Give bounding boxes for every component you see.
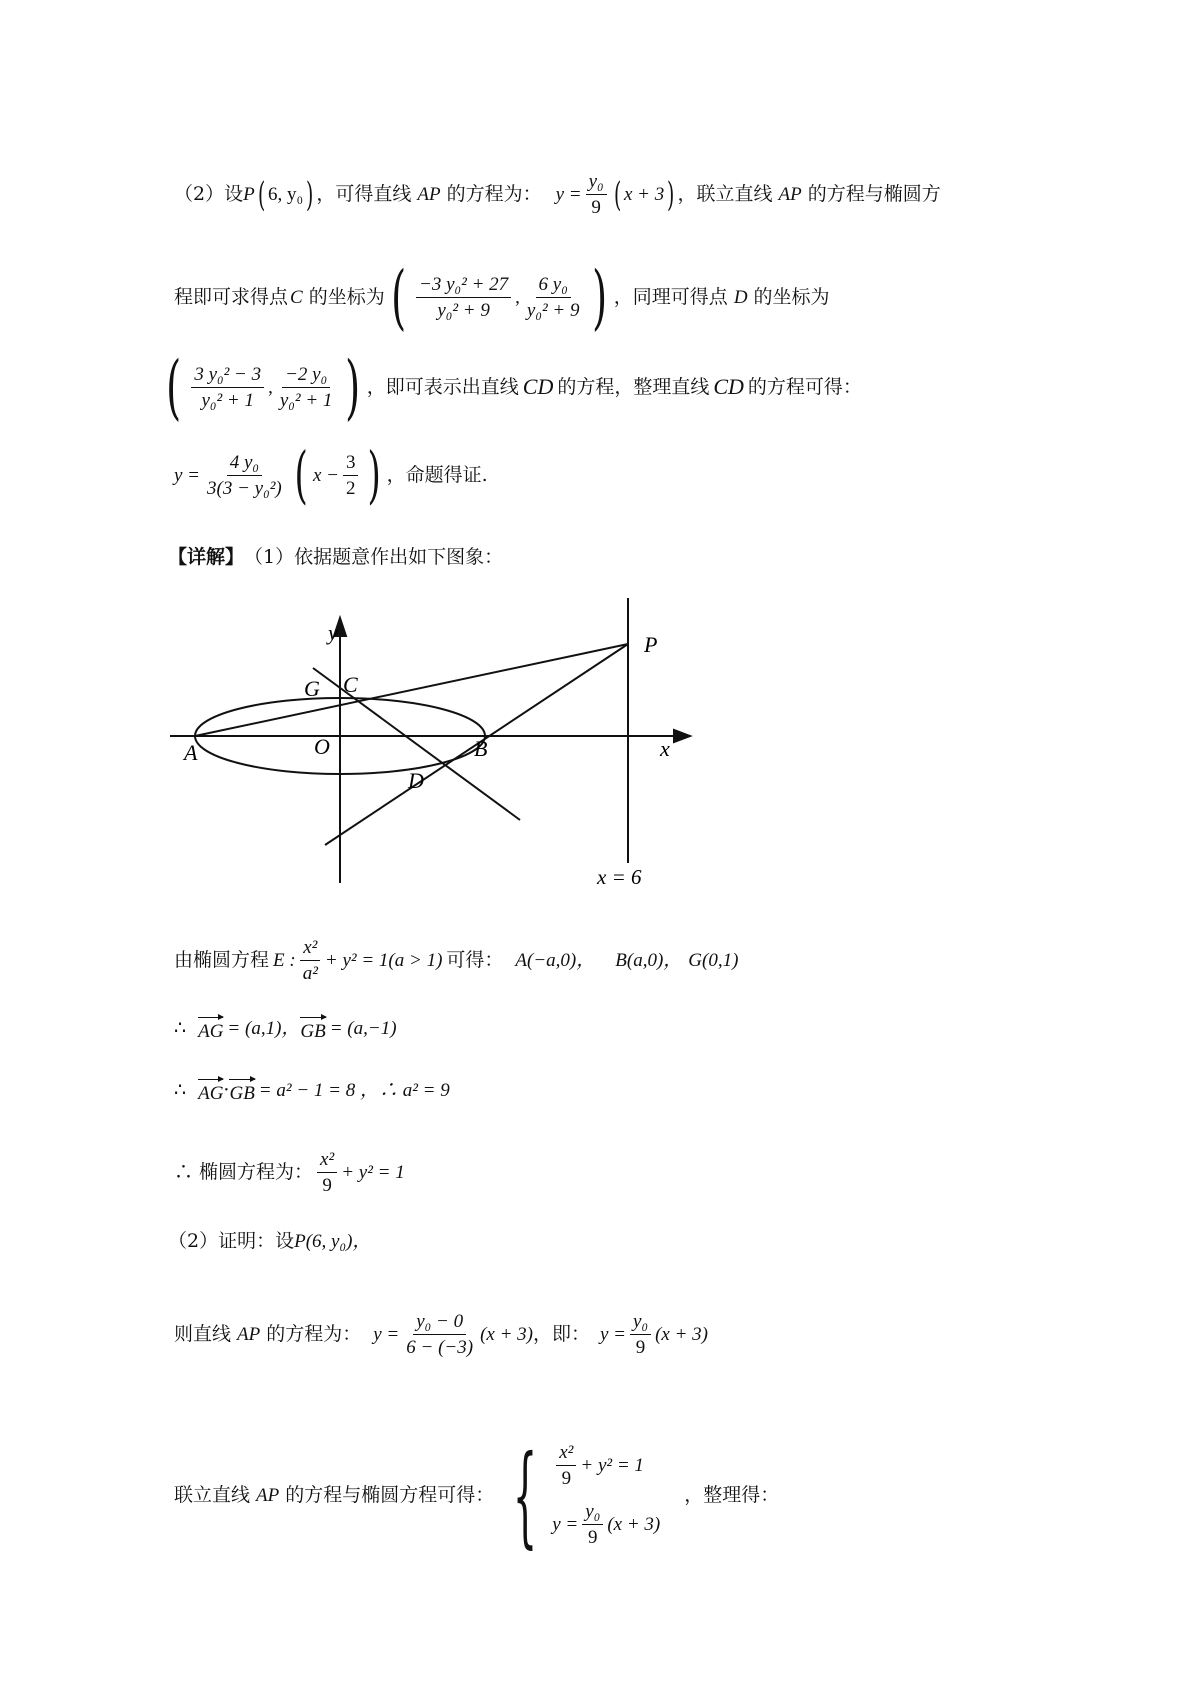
var-P: P xyxy=(243,184,255,205)
fraction: $\frac{\text{x²}}{9}$ xyxy=(317,1150,337,1195)
fraction: $\frac{\text{−3 y₀² + 27}}{\text{y₀² + 9}}$ xyxy=(416,275,511,320)
point-B: B(a,0)， xyxy=(615,950,683,971)
equation-system xyxy=(552,1443,660,1547)
text: 则直线 xyxy=(174,1323,232,1345)
fraction: $\frac{\text{4 y₀}}{\text{3(3 − y₀²)}}$ xyxy=(207,451,282,499)
line-AP xyxy=(195,644,628,736)
label-B: B xyxy=(474,736,488,761)
text: ，联立直线 xyxy=(677,183,773,205)
paragraph-5 xyxy=(168,548,1050,567)
eq-rest: + y² = 1 xyxy=(341,1162,405,1183)
text: 的方程可得： xyxy=(747,375,862,398)
fraction: $\frac{\text{x²}}{\text{a²}}$ xyxy=(300,938,321,983)
paragraph-8 xyxy=(174,1078,1050,1103)
text: ∴ 椭圆方程为： xyxy=(174,1161,314,1183)
var-E: E : xyxy=(273,950,296,971)
vector-GB: GB xyxy=(229,1078,254,1103)
point-coords: 6, y₀ xyxy=(267,184,304,205)
factor: (x + 3) xyxy=(480,1324,533,1345)
paragraph-6 xyxy=(174,938,1050,983)
eq-lhs: y = xyxy=(555,184,582,205)
x-axis-arrow xyxy=(674,730,690,742)
var-AP: AP xyxy=(778,184,802,205)
vector-AG: AG xyxy=(198,1078,223,1103)
text: ，即： xyxy=(532,1323,590,1345)
text: 程即可求得点 xyxy=(174,285,289,308)
paragraph-9 xyxy=(174,1150,1050,1195)
label-G: G xyxy=(304,676,320,701)
paragraph-11 xyxy=(174,1312,1050,1357)
text: 的方程与椭圆方程可得： xyxy=(285,1483,495,1506)
label-x6: x = 6 xyxy=(597,865,642,888)
paragraph-4: y = $\frac{\text{4 y₀}}{\text{3(3 − y₀²)}}$ ( x − $\frac{3}{2}$ ) ，命题得证. xyxy=(174,438,488,511)
vector-AG: AG xyxy=(198,1016,223,1041)
factor: x + 3 xyxy=(623,184,665,205)
eq-lhs: y = xyxy=(174,464,201,486)
label-P: P xyxy=(644,632,658,657)
paragraph-2: 程即可求得点 C 的坐标为 ( $\frac{\text{−3 y₀² + 27}}{\text{y₀² + 9}}$ , $\frac{\text{6 y₀}}{\text{y₀² + 9}}$ ) ，同理可得点 D 的坐标为 xyxy=(174,256,830,338)
paragraph-7 xyxy=(174,1016,1050,1041)
fraction-3-2: $\frac{3}{2}$ xyxy=(343,453,359,498)
fraction: $\frac{\text{y₀}}{9}$ xyxy=(582,1502,603,1547)
detail-heading: 【详解】 xyxy=(168,546,245,568)
text: 的坐标为 xyxy=(753,285,830,308)
eq-lhs: y = xyxy=(600,1324,627,1345)
vector-GB: GB xyxy=(300,1016,325,1041)
var-CD: CD xyxy=(713,374,744,399)
point-A: A(−a,0)， xyxy=(515,950,596,971)
text: 由椭圆方程 xyxy=(174,949,270,971)
therefore: ∴ xyxy=(174,1017,187,1039)
text: 的方程，整理直线 xyxy=(557,375,710,398)
text: 联立直线 xyxy=(174,1483,251,1506)
fraction: $\frac{\text{x²}}{9}$ xyxy=(556,1443,576,1488)
paragraph-3: ( $\frac{\text{3 y₀² − 3}}{\text{y₀² + 1}}$ , $\frac{\text{−2 y₀}}{\text{y₀² + 1}}$ ) ，即可表示出直线 CD 的方程，整理直线 CD 的方程可得： xyxy=(166,346,862,428)
label-y: y xyxy=(328,620,338,645)
text: 的坐标为 xyxy=(308,285,385,308)
var-AP: AP xyxy=(417,184,441,205)
paragraph-1: （2）设 P ( 6, y₀ ) ，可得直线 AP 的方程为： y = $\frac{\text{y₀}}{9}$ ( x + 3 ) ，联立直线 AP 的方程与椭圆方 xyxy=(174,171,941,218)
ellipse-figure xyxy=(160,598,700,888)
text: ，同理可得点 xyxy=(613,285,728,308)
factor: (x + 3) xyxy=(607,1514,661,1535)
paragraph-12: 联立直线 AP 的方程与椭圆方程可得： { $\frac{\text{x²}}{9}$ + y² = 1 y = $\frac{\text{y₀}}{9}$ (x + 3) ，整理得： xyxy=(174,1431,780,1559)
text: ，整理得： xyxy=(684,1483,780,1506)
fraction: $\frac{\text{−2 y₀}}{\text{y₀² + 1}}$ xyxy=(279,363,333,411)
text: 的方程为： xyxy=(266,1323,362,1345)
therefore: ∴ xyxy=(174,1079,187,1101)
value: = (a,1)， xyxy=(227,1018,301,1039)
text: ，即可表示出直线 xyxy=(366,375,519,398)
value: = (a,−1) xyxy=(329,1018,397,1039)
fraction: $\frac{\text{6 y₀}}{\text{y₀² + 9}}$ xyxy=(526,273,580,321)
fraction: $\frac{\text{y₀}}{9}$ xyxy=(630,1312,651,1357)
eq-rest: + y² = 1 xyxy=(580,1455,644,1476)
text: （1）依据题意作出如下图象： xyxy=(244,546,504,568)
eq-rest: + y² = 1(a > 1) xyxy=(324,950,443,971)
value: = a² − 1 = 8 ，∴ a² = 9 xyxy=(258,1080,450,1101)
text: （2）设 xyxy=(174,183,244,205)
text: ，可得直线 xyxy=(316,183,412,205)
var-CD: CD xyxy=(522,374,554,399)
var-AP: AP xyxy=(237,1324,261,1345)
var-C: C xyxy=(290,286,303,308)
point-P: P(6, y₀)， xyxy=(294,1231,372,1252)
label-x: x xyxy=(660,736,670,761)
fraction-y0-over-9: $\frac{\text{y₀}}{9}$ xyxy=(586,172,607,217)
var-D: D xyxy=(733,286,748,308)
text: 的方程与椭圆方 xyxy=(807,183,941,205)
text: ，命题得证. xyxy=(386,463,488,486)
text: （2）证明：设 xyxy=(168,1230,295,1252)
paragraph-10 xyxy=(168,1232,1050,1251)
label-D: D xyxy=(408,768,424,793)
eq-lhs: y = xyxy=(373,1324,400,1345)
eq-lhs: y = xyxy=(552,1514,579,1535)
label-C: C xyxy=(343,672,358,697)
factor: x − xyxy=(312,464,339,486)
text: 可得： xyxy=(446,949,504,971)
var-AP: AP xyxy=(256,1484,280,1506)
fraction: $\frac{\text{y₀ − 0}}{6 - (-3)}$ xyxy=(406,1311,474,1358)
label-A: A xyxy=(184,740,198,765)
dot-operator: · xyxy=(223,1079,230,1101)
text: 的方程为： xyxy=(446,183,542,205)
label-O: O xyxy=(314,734,330,759)
factor: (x + 3) xyxy=(655,1324,708,1345)
fraction: $\frac{\text{3 y₀² − 3}}{\text{y₀² + 1}}$ xyxy=(191,365,264,410)
point-G: G(0,1) xyxy=(688,950,739,971)
